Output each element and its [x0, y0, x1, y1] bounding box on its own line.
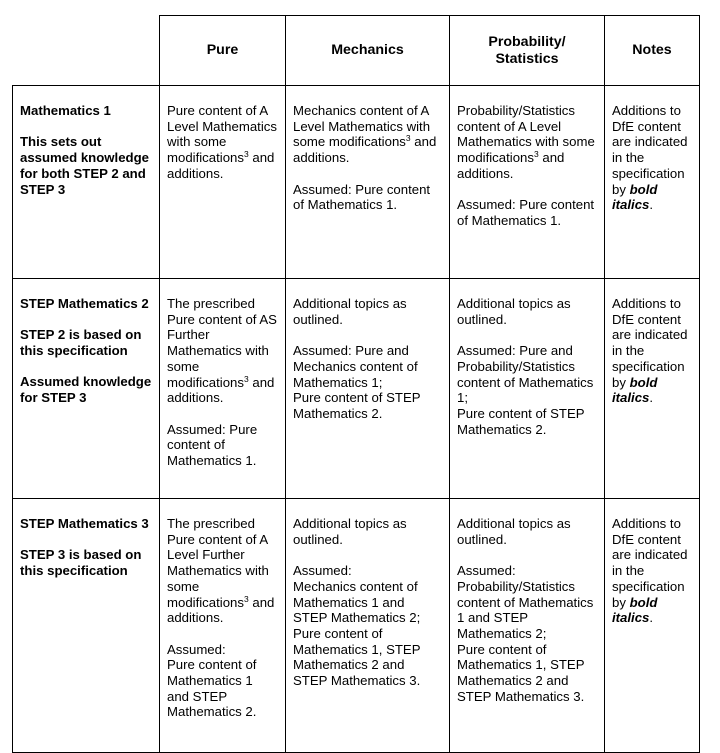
header-row: [13, 16, 700, 86]
mechanics-assumed: Assumed:: [293, 563, 352, 579]
pure-description: The prescribed Pure content of AS Further Mathematics with some modifications$^3$ and additions.: [167, 296, 277, 406]
probability-assumed-3: Pure content of Mathematics 1, STEP Mathematics 2 and STEP Mathematics 3.: [457, 641, 585, 704]
table-row: [13, 279, 700, 499]
notes-emphasis: bold italics: [612, 594, 658, 626]
row-heading-cell: [13, 499, 160, 753]
header-pure: Pure: [160, 16, 286, 86]
mechanics-description: Mechanics content of A Level Mathematics with some modifications$^3$ and additions.: [293, 103, 437, 166]
mechanics-assumed: Assumed: Pure and Mechanics content of Mathematics 1;: [293, 343, 418, 390]
table-row: [13, 499, 700, 753]
probability-assumed: Assumed: Pure and Probability/Statistics content of Mathematics 1;: [457, 343, 594, 406]
header-probability-statistics: [450, 16, 605, 86]
pure-description: The prescribed Pure content of A Level Further Mathematics with some modifications$^3$ and additions.: [167, 516, 275, 626]
probability-assumed: Assumed:: [457, 563, 516, 579]
header-probability-line1: Probability/: [488, 33, 566, 50]
notes-cell: [605, 86, 700, 279]
pure-assumed: Assumed:: [167, 641, 226, 657]
row-subtitle-2: Assumed knowledge for STEP 3: [20, 373, 152, 405]
probability-description: Additional topics as outlined.: [457, 296, 571, 327]
pure-assumed-2: Pure content of Mathematics 1 and STEP Mathematics 2.: [167, 657, 257, 720]
pure-cell: [160, 499, 286, 753]
footnote-marker: 3: [533, 149, 539, 160]
row-subtitle: STEP 2 is based on this specification: [20, 326, 142, 358]
notes-text: Additions to DfE content are indicated in the specification by bold italics.: [612, 296, 688, 406]
row-title: STEP Mathematics 3: [20, 516, 149, 531]
probability-assumed-2: Pure content of STEP Mathematics 2.: [457, 405, 585, 437]
probability-cell: [450, 86, 605, 279]
row-heading-cell: [13, 279, 160, 499]
footnote-marker: 3: [243, 373, 249, 384]
pure-description: Pure content of A Level Mathematics with some modifications$^3$ and additions.: [167, 103, 277, 181]
notes-cell: [605, 279, 700, 499]
pure-cell: [160, 86, 286, 279]
notes-emphasis: bold italics: [612, 374, 658, 406]
header-probability-line2: Statistics: [495, 50, 559, 67]
mechanics-assumed-2: Pure content of STEP Mathematics 2.: [293, 390, 421, 421]
mechanics-assumed: Assumed: Pure content of Mathematics 1.: [293, 181, 431, 213]
pure-cell: [160, 279, 286, 499]
row-title: STEP Mathematics 2: [20, 296, 149, 311]
probability-cell: [450, 279, 605, 499]
row-subtitle: STEP 3 is based on this specification: [20, 546, 142, 578]
footnote-marker: 3: [243, 593, 249, 604]
mechanics-description: Additional topics as outlined.: [293, 516, 407, 547]
notes-emphasis: bold italics: [612, 181, 658, 213]
table-row: [13, 86, 700, 279]
header-notes: Notes: [605, 16, 700, 86]
mechanics-cell: [286, 499, 450, 753]
probability-assumed-2: Probability/Statistics content of Mathematics 1 and STEP Mathematics 2;: [457, 578, 594, 641]
row-subtitle: This sets out assumed knowledge for both STEP 2 and STEP 3: [20, 133, 149, 197]
probability-cell: [450, 499, 605, 753]
footnote-marker: 3: [405, 133, 411, 144]
mechanics-assumed-3: Pure content of Mathematics 1, STEP Mathematics 2 and STEP Mathematics 3.: [293, 625, 421, 689]
row-heading-cell: [13, 86, 160, 279]
probability-description: Additional topics as outlined.: [457, 516, 571, 547]
probability-description: Probability/Statistics content of A Level Mathematics with some modifications$^3$ and additions.: [457, 103, 595, 181]
mechanics-cell: [286, 279, 450, 499]
footnote-marker: 3: [243, 149, 249, 160]
pure-assumed: Assumed: Pure content of Mathematics 1.: [167, 421, 258, 469]
corner-cell: [13, 16, 160, 86]
probability-assumed: Assumed: Pure content of Mathematics 1.: [457, 197, 595, 228]
notes-cell: [605, 499, 700, 753]
notes-text: Additions to DfE content are indicated in the specification by bold italics.: [612, 103, 688, 213]
mechanics-description: Additional topics as outlined.: [293, 296, 407, 327]
row-title: Mathematics 1: [20, 103, 111, 118]
mechanics-assumed-2: Mechanics content of Mathematics 1 and STEP Mathematics 2;: [293, 578, 421, 626]
mechanics-cell: [286, 86, 450, 279]
specification-table: [12, 15, 700, 753]
header-mechanics: Mechanics: [286, 16, 450, 86]
specification-page: [12, 15, 700, 753]
notes-text: Additions to DfE content are indicated in the specification by bold italics.: [612, 516, 688, 626]
